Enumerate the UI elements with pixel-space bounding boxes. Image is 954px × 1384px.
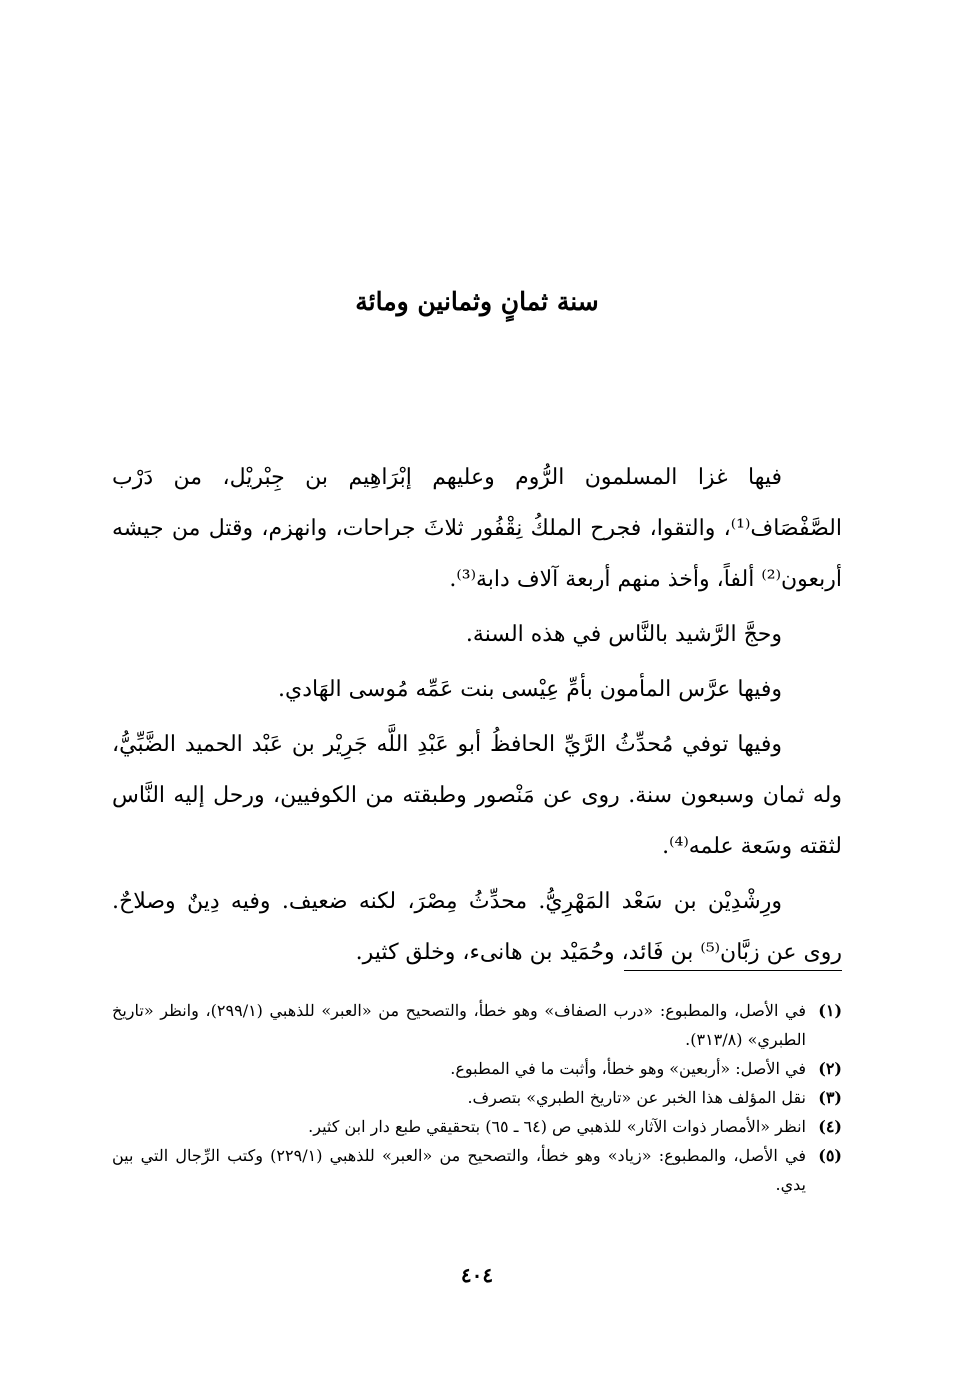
- footnote-5: [112, 1141, 842, 1199]
- paragraph-3: وفيها عرَّس المأمون بأمِّ عِيْسى بنت عَمِّه مُوسى الهَادي.: [277, 677, 782, 702]
- footnote-number: (٣): [818, 1088, 842, 1107]
- paragraph-2: وحجَّ الرَّشيد بالنَّاس في هذه السنة.: [465, 622, 782, 647]
- paragraph-4: وفيها توفي مُحدِّثُ الرَّيِّ الحافظُ أبو عَبْدِ اللَّه جَرِيْر بن عَبْد الحميد الضَّبِّيُّ، وله ثمان وسبعون سنة. روى عن مَنْصور وطبقته من الكوفيين، ورحل إليه النَّاس لثقته وسَعة علمه⁽⁴⁾.: [112, 732, 842, 859]
- footnote-text: انظر «الأمصار ذوات الآثار» للذهبي ص (٦٤ ـ ٦٥) بتحقيقي طبع دار ابن كثير.: [308, 1117, 806, 1136]
- footnotes: [112, 996, 842, 1199]
- footnote-4: [112, 1112, 842, 1141]
- footnote-2: [112, 1054, 842, 1083]
- footnote-text: في الأصل، والمطبوع: «درب الصفاف» وهو خطأ، والتصحيح من «العبر» للذهبي (٢٩٩/١)، وانظر «تاريخ الطبري» (٣١٣/٨).: [112, 1001, 807, 1049]
- page-number: ٤٠٤: [460, 1263, 494, 1287]
- footnote-3: [112, 1083, 842, 1112]
- main-text: [112, 452, 842, 982]
- footnote-number: (١): [818, 1001, 843, 1020]
- footnote-1: [112, 996, 842, 1054]
- paragraph-1: فيها غزا المسلمون الرُّوم وعليهم إبْرَاهِيم بن جِبْريْل، من دَرْب الصَّفْصَاف⁽¹⁾، والتقوا، فجرح الملكُ نِقْفُور ثلاثَ جراحات، وانهزم، وقتل من جيشه أربعون⁽²⁾ ألفاً، وأخذ منهم أربعة آلاف دابة⁽³⁾.: [112, 465, 842, 592]
- paragraph-5: ورِشْدِيْن بن سَعْد المَهْرِيُّ. محدِّثُ مِصْرَ، لكنه ضعيف. وفيه دِينٌ وصلاحٌ. روى عن زبَّان⁽⁵⁾ بن فَائد، وحُمَيْد بن هانىء، وخلق كثير.: [112, 889, 842, 965]
- footnote-number: (٢): [818, 1059, 842, 1078]
- footnote-text: نقل المؤلف هذا الخبر عن «تاريخ الطبري» بتصرف.: [467, 1088, 806, 1107]
- chapter-title: سنة ثمانٍ وثمانين ومائة: [355, 287, 599, 316]
- footnote-number: (٥): [818, 1146, 842, 1165]
- footnote-text: في الأصل، والمطبوع: «زياد» وهو خطأ، والتصحيح من «العبر» للذهبي (٢٢٩/١) وكتب الرِّجال التي بين يدي.: [112, 1146, 806, 1194]
- footnote-divider: [624, 970, 842, 971]
- footnote-text: في الأصل: «أربعين» وهو خطأ، وأثبت ما في المطبوع.: [450, 1059, 806, 1078]
- footnote-number: (٤): [818, 1117, 842, 1136]
